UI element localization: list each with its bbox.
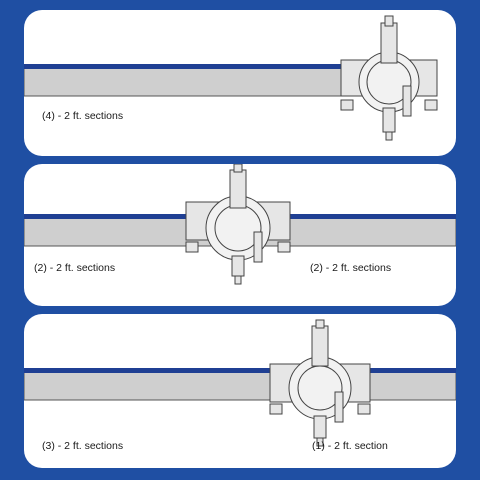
- diagram-page: [16, 6, 464, 476]
- rail-top-stripe: [24, 64, 344, 69]
- panel-3-1-sections: [24, 314, 456, 468]
- sections-label: (4) - 2 ft. sections: [42, 110, 124, 122]
- right-section-label: (1) - 2 ft. section: [312, 440, 388, 452]
- panel-4-sections: [24, 10, 456, 156]
- right-sections-label: (2) - 2 ft. sections: [310, 262, 392, 274]
- cutting-machine: [270, 320, 370, 446]
- rail-diagram: [24, 10, 456, 156]
- rail-diagram: [24, 164, 456, 306]
- cutting-machine: [186, 164, 290, 284]
- left-sections-label: (3) - 2 ft. sections: [42, 440, 124, 452]
- panel-2-2-sections: [24, 164, 456, 306]
- rail-top-stripe: [24, 368, 456, 373]
- rail-body: [24, 68, 344, 96]
- cutting-machine: [341, 16, 437, 140]
- rail-body: [24, 372, 456, 400]
- left-sections-label: (2) - 2 ft. sections: [34, 262, 116, 274]
